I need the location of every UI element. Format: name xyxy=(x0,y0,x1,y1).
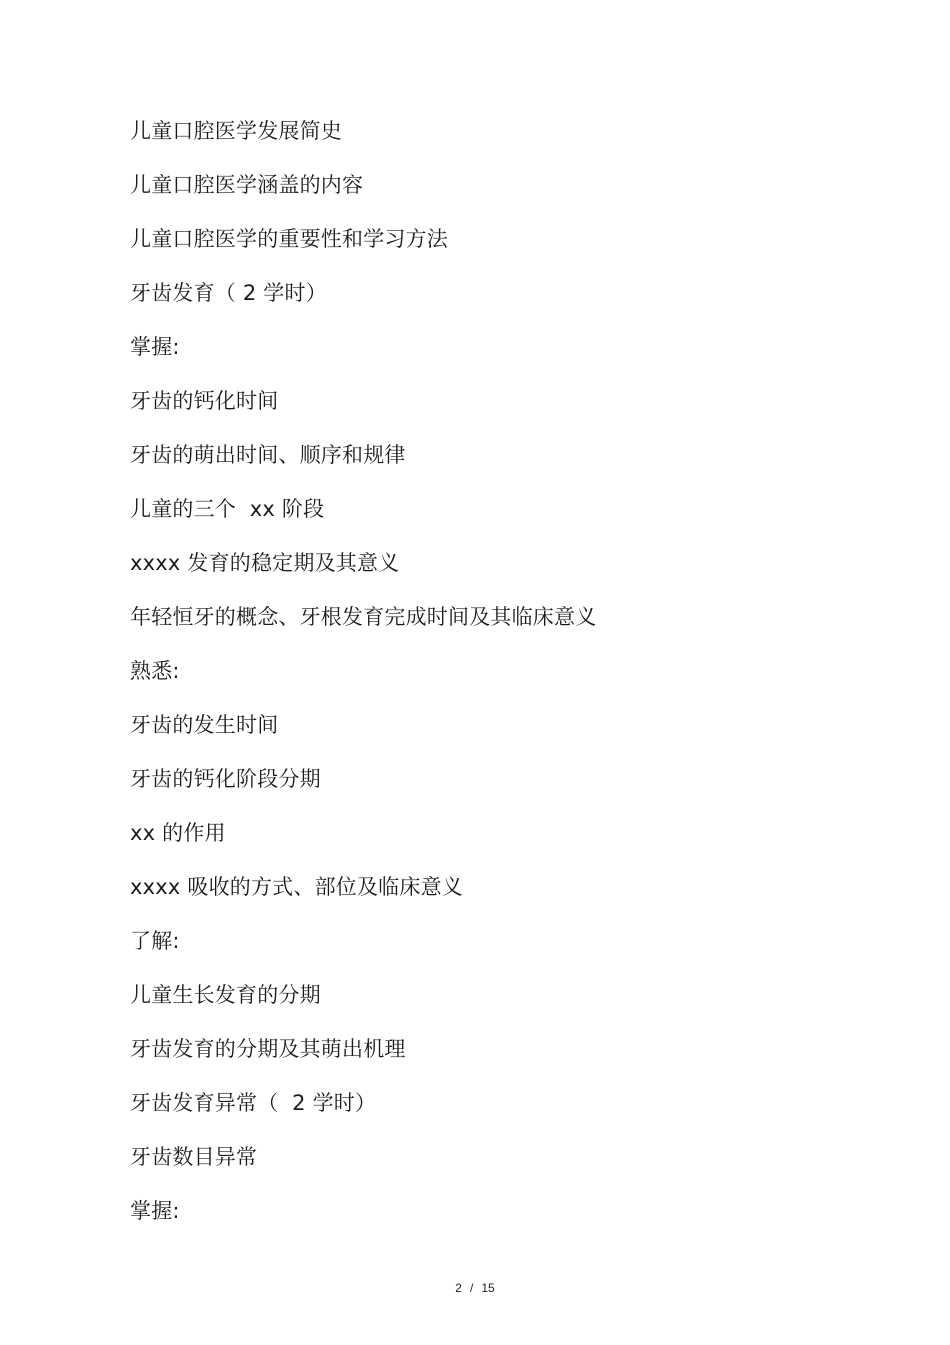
text-line: xxxx 发育的稳定期及其意义 xyxy=(130,551,400,575)
subsection-label: 掌握: xyxy=(130,1199,180,1223)
subsection-label: 掌握: xyxy=(130,335,180,359)
page-separator: / xyxy=(469,1281,474,1295)
text-line: 牙齿的钙化阶段分期 xyxy=(130,767,321,791)
text-line: 儿童的三个 xx 阶段 xyxy=(130,497,325,521)
subsection-label: 熟悉: xyxy=(130,659,180,683)
text-line: 牙齿数目异常 xyxy=(130,1145,258,1169)
section-heading: 牙齿发育（ 2 学时） xyxy=(130,281,327,305)
text-line: 牙齿的钙化时间 xyxy=(130,389,279,413)
text-line: 牙齿的萌出时间、顺序和规律 xyxy=(130,443,406,467)
text-line: 牙齿的发生时间 xyxy=(130,713,279,737)
text-line: xx 的作用 xyxy=(130,821,226,845)
section-heading: 牙齿发育异常（ 2 学时） xyxy=(130,1091,377,1115)
text-line: 儿童口腔医学发展简史 xyxy=(130,119,342,143)
text-line: 年轻恒牙的概念、牙根发育完成时间及其临床意义 xyxy=(130,605,597,629)
page-number xyxy=(0,1281,950,1295)
text-line: xxxx 吸收的方式、部位及临床意义 xyxy=(130,875,463,899)
total-pages: 15 xyxy=(481,1281,495,1295)
current-page-number: 2 xyxy=(455,1281,462,1295)
text-line: 儿童口腔医学涵盖的内容 xyxy=(130,173,364,197)
subsection-label: 了解: xyxy=(130,929,180,953)
document-body xyxy=(130,114,830,1248)
text-line: 儿童口腔医学的重要性和学习方法 xyxy=(130,227,448,251)
text-line: 儿童生长发育的分期 xyxy=(130,983,321,1007)
text-line: 牙齿发育的分期及其萌出机理 xyxy=(130,1037,406,1061)
